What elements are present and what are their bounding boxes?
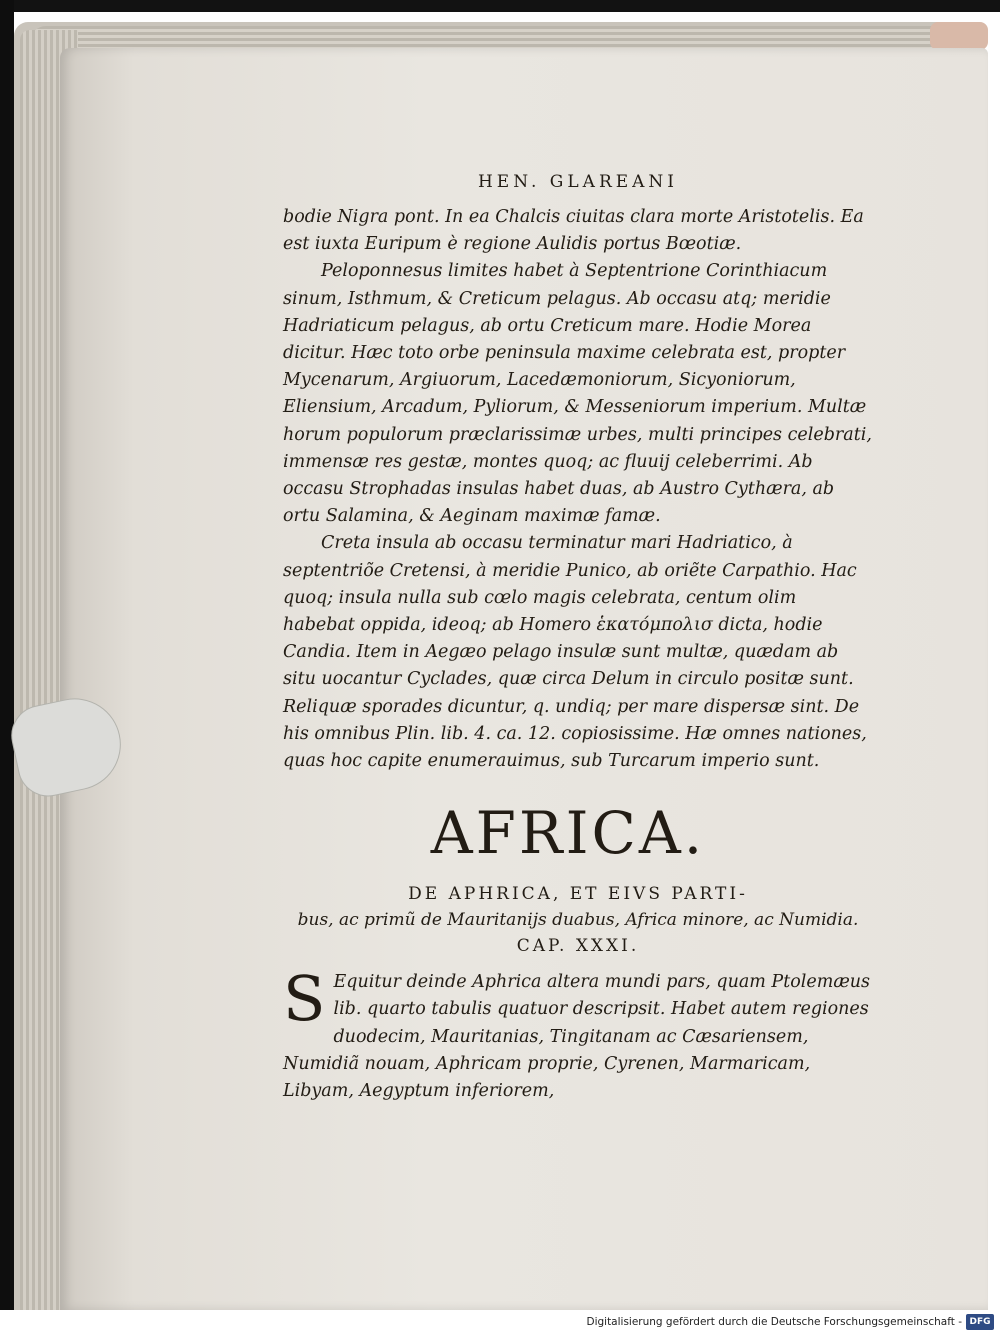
drop-cap: S (283, 962, 326, 1036)
chapter-paragraph (283, 962, 873, 1105)
chapter-heading-caps: DE APHRICA, ET EIVS PARTI- (408, 884, 748, 905)
digitization-footer (0, 1310, 1000, 1336)
paragraph-creta: Creta insula ab occasu terminatur mari Hadriatico, à septentriõe Cretensi, à meridie Punico, ab oriẽte Carpathio. Hac quoq; insula nulla sub cœlo magis celebrata, centum olim habebat oppida, ideoq; ab Homero ἑκατόμπολισ dicta, hodie Candia. Item in Aegæo pelago insulæ sunt multæ, quædam ab situ uocantur Cyclades, quæ circa Delum in circulo positæ sunt. Reliquæ sporades dicuntur, q. undiq; per mare dispersæ sint. De his omnibus Plin. lib. 4. ca. 12. copiosissime. Hæ omnes nationes, quas hoc capite enumerauimus, sub Turcarum imperio sunt. (283, 533, 867, 772)
footer-credit: Digitalisierung gefördert durch die Deutsche Forschungsgemeinschaft - (586, 1316, 962, 1328)
chapter-body-text: Equitur deinde Aphrica altera mundi pars, quam Ptolemæus lib. quarto tabulis quatuor descripsit. Habet autem regiones duodecim, Mauritanias, Tingitanam ac Cæsariensem, Numidiã nouam, Aphricam proprie, Cyrenen, Marmaricam, Libyam, Aegyptum inferiorem, (283, 972, 871, 1102)
chapter-number: CAP. XXXI. (516, 936, 640, 957)
paragraph-boeotia: bodie Nigra pont. In ea Chalcis ciuitas clara morte Aristotelis. Ea est iuxta Euripum è regione Aulidis portus Bœotiæ. (283, 207, 864, 255)
page-corner-tab (930, 22, 988, 50)
section-title-africa: AFRICA. (430, 799, 706, 868)
scan-top-border (0, 0, 1000, 12)
running-head: HEN. GLAREANI (477, 172, 679, 192)
paragraph-peloponnesus: Peloponnesus limites habet à Septentrione Corinthiacum sinum, Isthmum, & Creticum pelagus. Ab occasu atq; meridie Hadriaticum pelagus, ab ortu Creticum mare. Hodie Morea dicitur. Hæc toto orbe peninsula maxime celebrata est, propter Mycenarum, Argiuorum, Lacedæmoniorum, Sicyoniorum, Eliensium, Arcadum, Pyliorum, & Messeniorum imperium. Multæ horum populorum præclarissimæ urbes, multi principes celebrati, immensæ res gestæ, montes quoq; ac fluuij celeberrimi. Ab occasu Strophadas insulas habet duas, ab Austro Cythæra, ab ortu Salamina, & Aeginam maximæ famæ. (283, 261, 872, 527)
chapter-heading (283, 881, 873, 959)
chapter-heading-italic: bus, ac primũ de Mauritanijs duabus, Africa minore, ac Numidia. (297, 910, 859, 931)
scan-left-border (0, 0, 14, 1310)
dfg-logo: DFG (966, 1314, 994, 1330)
page-text-block (283, 172, 873, 1105)
